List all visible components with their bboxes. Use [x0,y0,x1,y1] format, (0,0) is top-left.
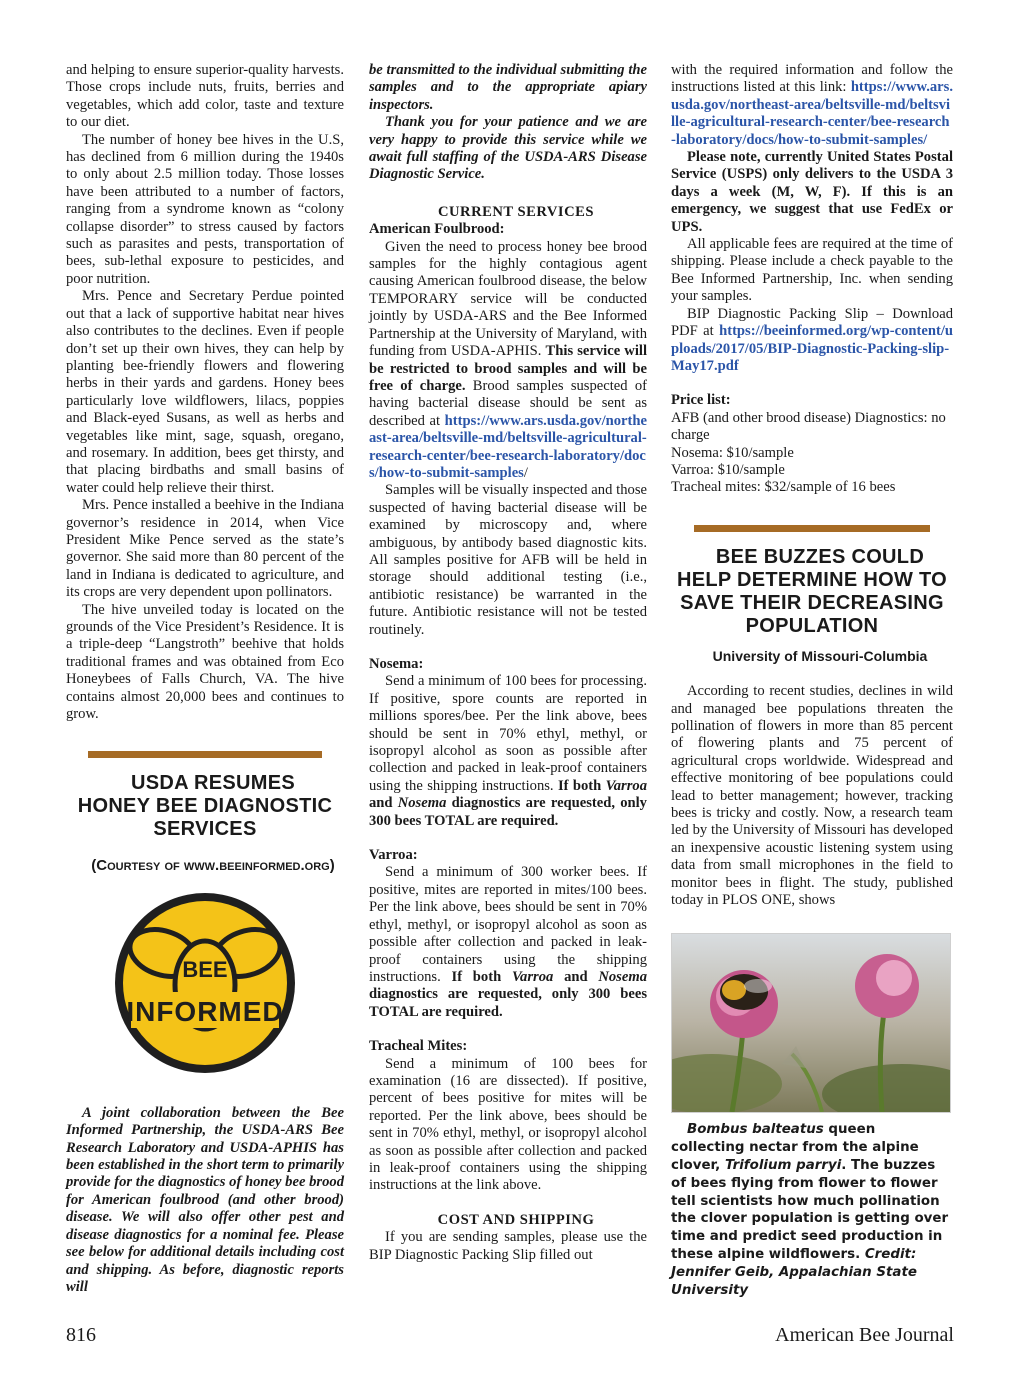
bee-on-clover-photo [671,933,951,1113]
paragraph: Mrs. Pence installed a beehive in the Indiana governor’s residence in 2014, when Vice President Mike Pence served as the state’s governor. She said more than 80 percent of the land in Indiana is dedicated to agriculture, and its crops are very dependent upon pollinators. [66,497,344,601]
subsection-heading: American Foulbrood: [369,221,505,238]
paragraph: According to recent studies, declines in wild and managed bee populations threaten the pollination of flowers in more than 85 percent of flowering plants and 75 percent of agricultural crops worldwide. Widespread and effective monitoring of bee populations could lead to better management; however, tracking bees is tricky and costly. Now, a research team led by the University of Missouri has developed an inexpensive acoustic listening system using data from small microphones in the field to monitor bees in flight. The study, published today in PLOS ONE, shows [671,683,953,909]
paragraph: The hive unveiled today is located on the grounds of the Vice President’s Residence. It is a triple-deep “Langstroth” beehive that holds traditional frames and was obtained from Eco Honeybees of Falls Church, VA. The hive contains almost 20,000 bees and continues to grow. [66,601,344,723]
price-item: Varroa: $10/sample [671,461,785,478]
page-number: 816 [66,1324,96,1346]
paragraph: Given the need to process honey bee brood samples for the highly contagious agent causing American foulbrood disease, the below TEMPORARY service will be conducted jointly by USDA-ARS and the Bee Informed Partnership at the University of Maryland, with funding from USDA-APHIS. This service will be restricted to brood samples and will be free of charge. Brood samples suspected of having bacterial disease should be sent as described at https://www.ars.usda.gov/northeast-area/beltsville-md/beltsville-agricultural-research-center/bee-research-laboratory/docs/how-to-submit-samples/ [369,238,648,481]
price-item: AFB (and other brood disease) Diagnostics: no charge [671,409,946,444]
courtesy-line: (Courtesy of www.beeinformed.org) [91,857,335,875]
shipping-instructions-link[interactable]: https://www.ars.usda.gov/northeast-area/beltsville-md/beltsville-agricultural-research-center/bee-research-laboratory/docs/how-to-submit-samples/ [671,79,953,148]
paragraph: Send a minimum of 100 bees for processing. If positive, spore counts are reported in millions spores/bee. Per the link above, bees should be sent in 70% ethyl, methyl, or isopropyl alcohol as soon as possible after collection and packed in leak-proof containers using the shipping instructions. If both Varroa and Nosema diagnostics are requested, only 300 bees TOTAL are required. [369,673,647,829]
section-divider [694,525,930,532]
column-2 [369,62,647,1264]
column-1 [66,62,344,1296]
subsection-heading: Nosema: [369,656,424,672]
paragraph: Mrs. Pence and Secretary Perdue pointed out that a lack of supportive habitat near hives also contributes to the declines. Even if people don’t set up their own hives, they can help by planting bee-friendly flowers and flowering herbs in their yards and gardens. Honey bees particularly love wildflowers, lilacs, poppies and Black-eyed Susans, as well as herbs and vegetables like mint, sage, squash, oregano, and rosemary. In addition, bees get thirsty, and that placing birdbaths and small basins of water could help relieve their thirst. [66,288,344,496]
packing-slip-link[interactable]: https://beeinformed.org/wp-content/uploads/2017/05/BIP-Diagnostic-Packing-slip-May17.pdf [671,323,953,374]
paragraph: All applicable fees are required at the time of shipping. Please include a check payable to the Bee Informed Partnership, Inc. when sending your samples. [671,236,953,305]
subsection-heading: Varroa: [369,847,418,864]
thanks-paragraph: Thank you for your patience and we are very happy to provide this service while we await full staffing of the USDA-ARS Disease Diagnostic Service. [369,114,647,183]
paragraph: The number of honey bee hives in the U.S, has declined from 6 million during the 1940s to only about 2.5 million today. Those losses have been attributed to a number of factors, ranging from a syndrome known as “colony collapse disorder” to stress caused by factors such as parasites and pests, transportation of bees, sub-lethal exposure to pesticides, and poor nutrition. [66,131,344,287]
paragraph: and helping to ensure superior-quality harvests. Those crops include nuts, fruits, berries and vegetables, which add color, taste and texture to our diet. [66,62,344,131]
journal-name: American Bee Journal [775,1324,954,1346]
section-heading: COST AND SHIPPING [437,1211,595,1228]
intro-continued: be transmitted to the individual submitting the samples and to the appropriate apiary inspectors. [369,62,647,113]
section-divider [88,751,322,758]
price-item: Nosema: $10/sample [671,444,794,461]
price-item: Tracheal mites: $32/sample of 16 bees [671,479,896,496]
paragraph: Samples will be visually inspected and those suspected of having bacterial disease will be examined by microscopy and, where ambiguous, by antibody based diagnostic kits. All samples positive for AFB will be held in storage should additional testing (i.e., antibiotic resistance) be warranted in the future. Antibiotic resistance will not be tested routinely. [369,482,647,638]
paragraph: Send a minimum of 100 bees for examination (16 are dissected). If positive, percent of bees positive for mites will be reported. Per the link above, bees should be sent in 70% ethyl, methyl, or isopropyl alcohol as soon as possible after collection and packed in leak-proof containers using the shipping instructions at the link above. [369,1055,647,1194]
column-3 [671,62,953,1299]
paragraph: Send a minimum of 300 worker bees. If positive, mites are reported in mites/100 bees. Per the link above, bees should be sent in 70% ethyl, methyl, or isopropyl alcohol as soon as possible after collection and packed in leak-proof containers using the shipping instructions. If both Varroa and Nosema diagnostics are requested, only 300 bees TOTAL are required. [369,864,647,1020]
svg-text:INFORMED: INFORMED [126,995,284,1027]
article-headline: USDA RESUMES HONEY BEE DIAGNOSTIC SERVICES [77,772,333,841]
bumblebee-image-icon [672,934,950,1112]
price-list-heading: Price list: [671,392,731,409]
section-heading: CURRENT SERVICES [437,203,595,220]
bee-logo-icon [111,889,299,1077]
paragraph: BIP Diagnostic Packing Slip – Download PDF at https://beeinformed.org/wp-content/uploads/2017/05/BIP-Diagnostic-Packing-slip-May17.pdf [671,305,953,374]
paragraph: If you are sending samples, please use the BIP Diagnostic Packing Slip filled out [369,1229,647,1263]
article-headline: BEE BUZZES COULD HELP DETERMINE HOW TO SAVE THEIR DECREASING POPULATION [676,545,948,637]
usps-note: Please note, currently United States Postal Service (USPS) only delivers to the USDA 3 days a week (M, W, F). If this is an emergency, we suggest that use FedEx or UPS. [671,149,953,235]
article-intro: A joint collaboration between the Bee Informed Partnership, the USDA-ARS Bee Research Laboratory and USDA-APHIS has been established in the short term to primarily provide for the diagnostics of honey bee brood for American foulbrood (and other brood) disease. We will also offer other pest and disease diagnostics for a nominal fee. Please see below for additional details including cost and shipping. As before, diagnostic reports will [66,1104,344,1295]
svg-text:BEE: BEE [182,956,228,982]
paragraph: with the required information and follow the instructions listed at this link: https://www.ars.usda.gov/northeast-area/beltsville-md/beltsville-agricultural-research-center/bee-research-laboratory/docs/how-to-submit-samples/ [671,62,953,148]
photo-caption: Bombus balteatus queen collecting nectar from the alpine clover, Trifolium parryi. The buzzes of bees flying from flower to flower tell scientists how much pollination the clover population is getting over time and predict seed production in these alpine wildflowers. Credit: Jennifer Geib, Appalachian State University [671,1122,949,1298]
sample-instructions-link[interactable]: https://www.ars.usda.gov/northeast-area/beltsville-md/beltsville-agricultural-research-center/bee-research-laboratory/docs/how-to-submit-samples [369,412,647,481]
subsection-heading: Tracheal Mites: [369,1038,468,1055]
bee-informed-logo [66,889,344,1077]
article-byline: University of Missouri-Columbia [712,647,928,664]
